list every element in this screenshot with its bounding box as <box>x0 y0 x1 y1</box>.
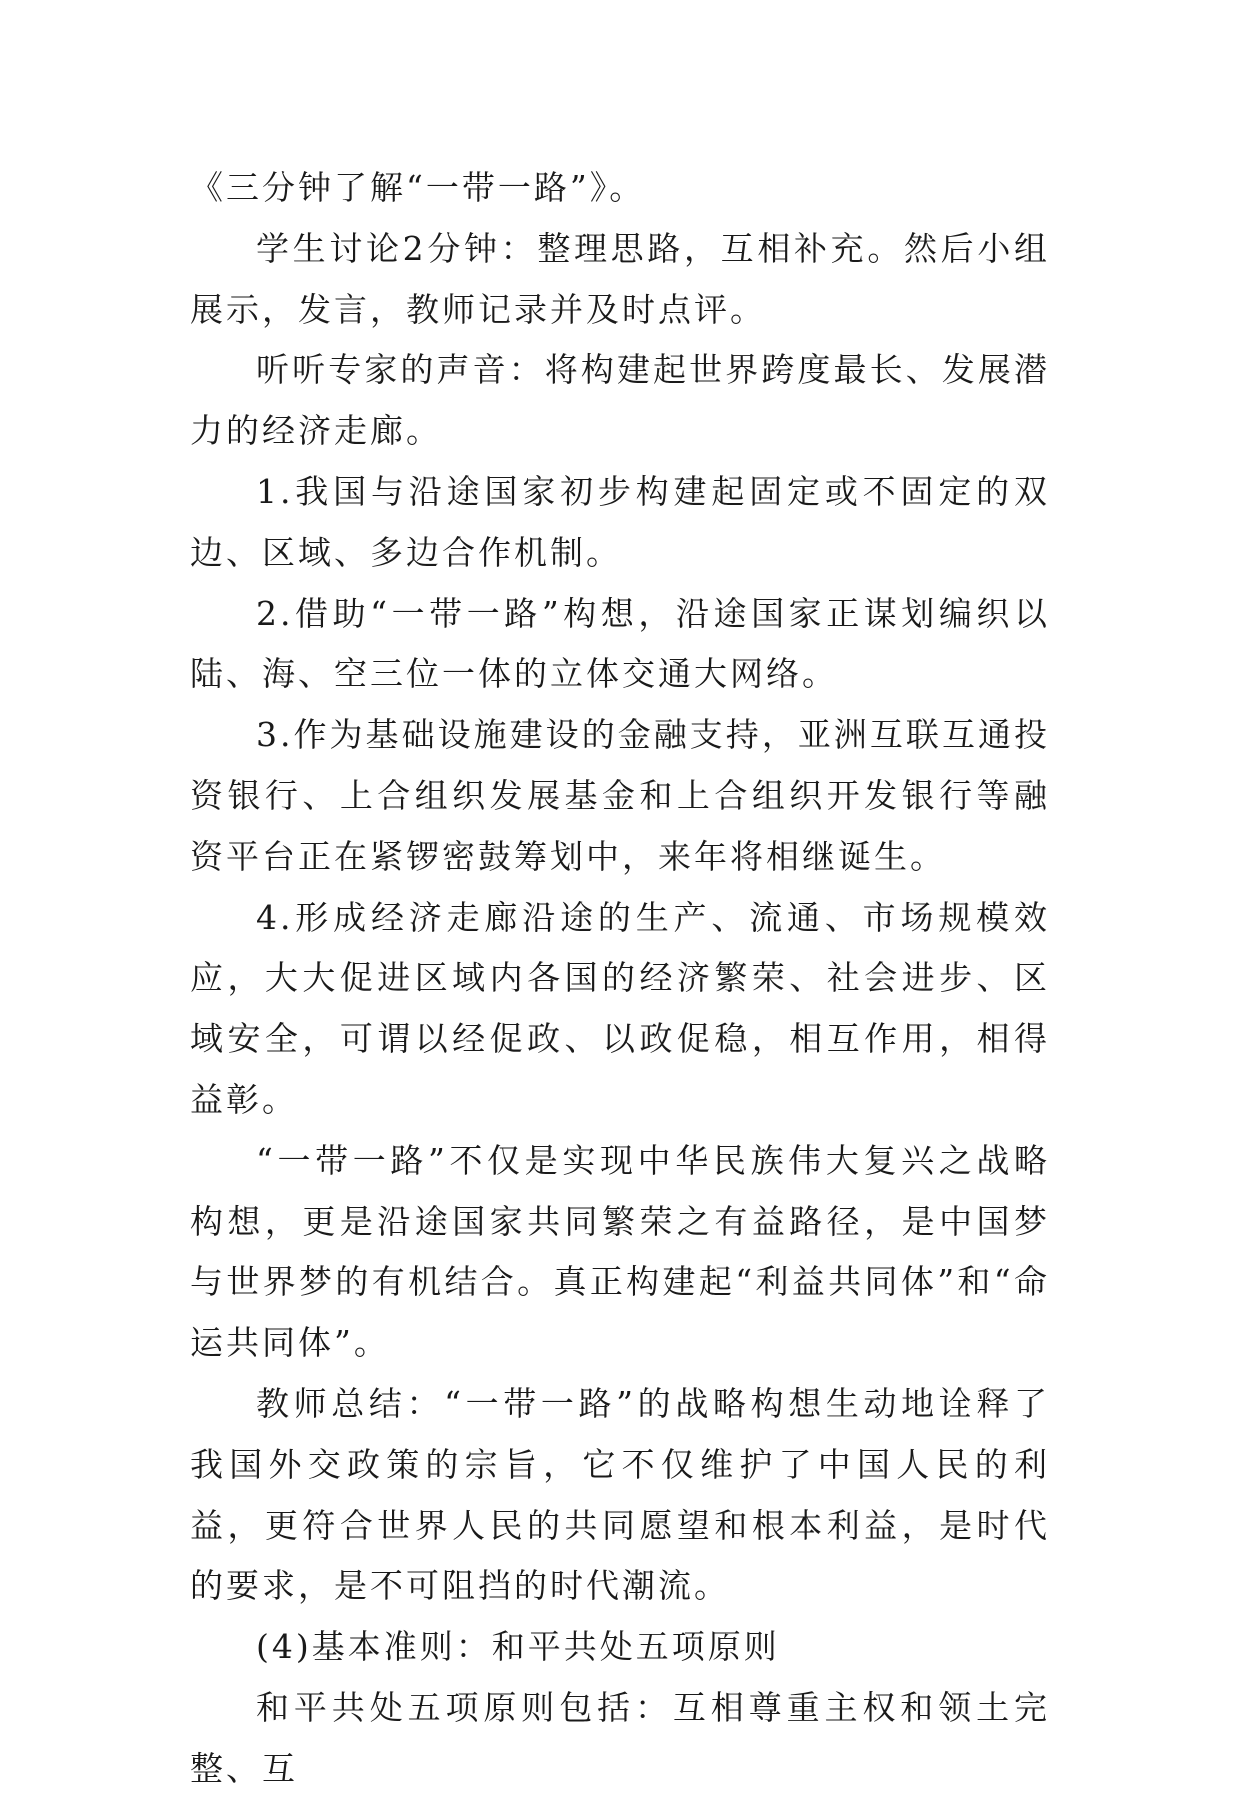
paragraph-point-3: 3.作为基础设施建设的金融支持，亚洲互联互通投资银行、上合组织发展基金和上合组织开发银行等融资平台正在紧锣密鼓筹划中，来年将相继诞生。 <box>190 715 1050 876</box>
paragraph-section-heading: (4)基本准则：和平共处五项原则 <box>256 1627 780 1667</box>
paragraph-belt-road-significance: “一带一路”不仅是实现中华民族伟大复兴之战略构想，更是沿途国家共同繁荣之有益路径，是中国梦与世界梦的有机结合。真正构建起“利益共同体”和“命运共同体”。 <box>190 1140 1050 1363</box>
paragraph-teacher-summary: 教师总结：“一带一路”的战略构想生动地诠释了我国外交政策的宗旨，它不仅维护了中国人民的利益，更符合世界人民的共同愿望和根本利益，是时代的要求，是不可阻挡的时代潮流。 <box>190 1383 1050 1606</box>
paragraph-point-1: 1.我国与沿途国家初步构建起固定或不固定的双边、区域、多边合作机制。 <box>190 471 1050 572</box>
paragraph-five-principles: 和平共处五项原则包括：互相尊重主权和领土完整、互 <box>190 1687 1050 1788</box>
paragraph-expert-voice: 听听专家的声音：将构建起世界跨度最长、发展潜力的经济走廊。 <box>190 350 1050 451</box>
paragraph-student-discussion: 学生讨论2分钟：整理思路，互相补充。然后小组展示，发言，教师记录并及时点评。 <box>190 228 1050 329</box>
document-body <box>190 158 1050 1800</box>
paragraph-video-title: 《三分钟了解“一带一路”》。 <box>190 168 646 207</box>
paragraph-point-4: 4.形成经济走廊沿途的生产、流通、市场规模效应，大大促进区域内各国的经济繁荣、社会进步、区域安全，可谓以经促政、以政促稳，相互作用，相得益彰。 <box>190 897 1050 1119</box>
paragraph-point-2: 2.借助“一带一路”构想，沿途国家正谋划编织以陆、海、空三位一体的立体交通大网络。 <box>190 593 1050 694</box>
